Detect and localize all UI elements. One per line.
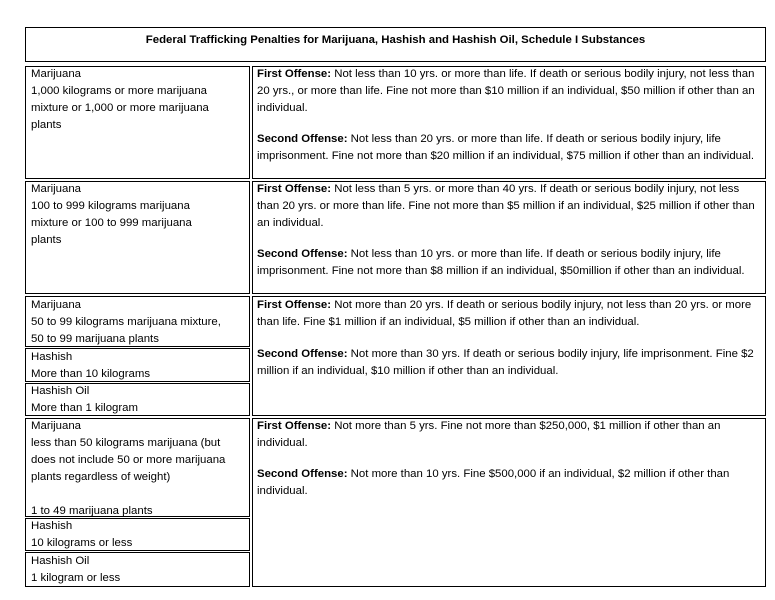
substance-line: 100 to 999 kilograms marijuana xyxy=(31,200,190,212)
substance-text xyxy=(31,518,249,552)
substance-text xyxy=(31,181,249,249)
substance-line: 1 kilogram or less xyxy=(31,572,121,584)
substance-text xyxy=(31,349,249,383)
substance-line: Hashish Oil xyxy=(31,385,90,397)
substance-text xyxy=(31,383,249,417)
substance-text xyxy=(31,297,249,348)
substance-line: Marijuana xyxy=(31,299,82,311)
second-offense-text xyxy=(257,466,757,500)
substance-line: Marijuana xyxy=(31,68,82,80)
substance-line: plants regardless of weight) xyxy=(31,471,171,483)
first-offense-text xyxy=(257,181,757,232)
substance-line: Hashish xyxy=(31,520,73,532)
second-offense-text xyxy=(257,131,757,165)
second-offense-detail: Not more than 10 yrs. Fine $500,000 if an individual, $2 million if other than individual. xyxy=(257,468,730,497)
first-offense-label: First Offense: xyxy=(257,420,332,432)
first-offense-label: First Offense: xyxy=(257,183,332,195)
first-offense-label: First Offense: xyxy=(257,68,332,80)
first-offense-detail: Not more than 5 yrs. Fine not more than $250,000, $1 million if other than an individual. xyxy=(257,420,721,449)
substance-line: mixture or 100 to 999 marijuana xyxy=(31,217,192,229)
second-offense-label: Second Offense: xyxy=(257,468,348,480)
substance-line: Marijuana xyxy=(31,420,82,432)
substance-text xyxy=(31,553,249,587)
table-title: Federal Trafficking Penalties for Marijuana, Hashish and Hashish Oil, Schedule I Substances xyxy=(145,34,646,46)
first-offense-text xyxy=(257,66,757,117)
second-offense-detail: Not less than 10 yrs. or more than life. If death or serious bodily injury, life imprisonment. Fine not more than $8 million if an individual, $50million if other than an individual. xyxy=(257,248,745,277)
substance-line: plants xyxy=(31,234,62,246)
substance-line: Hashish Oil xyxy=(31,555,90,567)
second-offense-detail: Not more than 30 yrs. If death or serious bodily injury, life imprisonment. Fine $2 million if an individual, $10 million if other than an individual. xyxy=(257,348,754,377)
substance-line: More than 1 kilogram xyxy=(31,402,138,414)
substance-line: 50 to 99 marijuana plants xyxy=(31,333,159,345)
substance-line: plants xyxy=(31,119,62,131)
first-offense-text xyxy=(257,297,757,331)
substance-line: mixture or 1,000 or more marijuana xyxy=(31,102,209,114)
second-offense-label: Second Offense: xyxy=(257,248,348,260)
second-offense-text xyxy=(257,346,757,380)
substance-line: Hashish xyxy=(31,351,73,363)
substance-line: 1 to 49 marijuana plants xyxy=(31,505,153,517)
first-offense-detail: Not less than 5 yrs. or more than 40 yrs. If death or serious bodily injury, not less than 20 yrs. or more than life. Fine not more than $5 million if an individual, $25 million if other than an individual. xyxy=(257,183,755,229)
first-offense-detail: Not less than 10 yrs. or more than life. If death or serious bodily injury, not less than 20 yrs., or more than life. Fine not more than $10 million if an individual, $50 million if other than an individual. xyxy=(257,68,755,114)
substance-line: less than 50 kilograms marijuana (but xyxy=(31,437,221,449)
second-offense-detail: Not less than 20 yrs. or more than life. If death or serious bodily injury, life imprisonment. Fine not more than $20 million if an individual, $75 million if other than an individual. xyxy=(257,133,755,162)
first-offense-text xyxy=(257,418,757,452)
second-offense-label: Second Offense: xyxy=(257,133,348,145)
first-offense-detail: Not more than 20 yrs. If death or serious bodily injury, not less than 20 yrs. or more than life. Fine $1 million if an individual, $5 million if other than an individual. xyxy=(257,299,752,328)
second-offense-text xyxy=(257,246,757,280)
substance-line: 1,000 kilograms or more marijuana xyxy=(31,85,207,97)
first-offense-label: First Offense: xyxy=(257,299,332,311)
substance-line: Marijuana xyxy=(31,183,82,195)
substance-text xyxy=(31,66,249,134)
substance-line: More than 10 kilograms xyxy=(31,368,151,380)
substance-line: does not include 50 or more marijuana xyxy=(31,454,226,466)
substance-line xyxy=(31,486,249,503)
substance-line: 10 kilograms or less xyxy=(31,537,133,549)
substance-text xyxy=(31,418,249,520)
second-offense-label: Second Offense: xyxy=(257,348,348,360)
substance-line: 50 to 99 kilograms marijuana mixture, xyxy=(31,316,221,328)
